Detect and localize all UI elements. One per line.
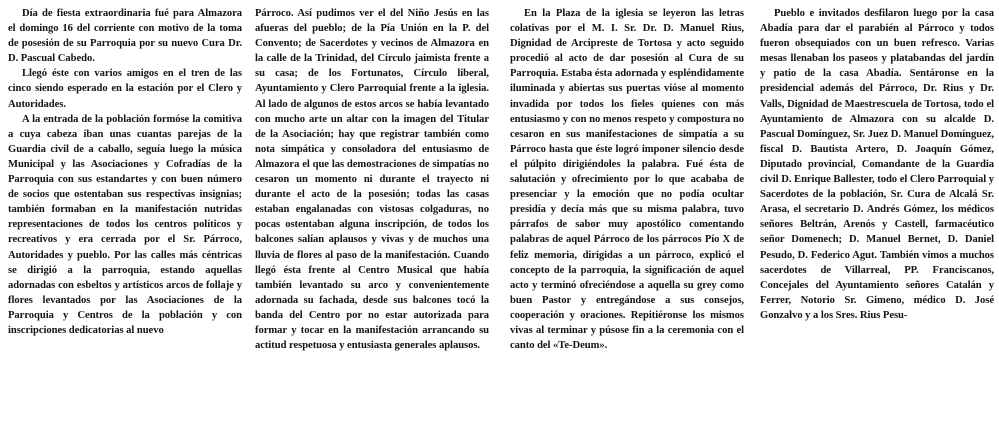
paragraph: En la Plaza de la iglesia se leyeron las letras colativas por el M. I. Sr. Dr. D. Manuel Rius, Dignidad de Arcipreste de Tortosa y acto seguido procedió al acto de dar posesión al Cura de su Parroquia. Estaba ésta adornada y espléndidamente iluminada y abiertas sus puertas vióse al momento invadida por todos los fieles quienes con más entusiasmo y con no menos respeto y compostura no cesaron en sus manifestaciones de simpatía a su Párroco hasta que éste logró imponer silencio desde el púlpito dirigiéndoles la palabra. Fué ésta de salutación y ofrecimiento por lo que acababa de presenciar y la emoción que no podía ocultar presidía y decía más que su misma palabra, tuvo párrafos de sabor muy apostólico comentando palabras de aquel Párroco de los párrocos Pío X de feliz memoria, dirigidas a un párroco, explicó el concepto de la parroquia, la significación de aquel acto y terminó ofreciéndose a aquella su grey como buen Pastor y entregándose a sus consejos, cooperación y oraciones. Repitiéronse los mismos vivas al terminar y púsose fin a la ceremonia con el canto del «Te-Deum». [510, 8, 744, 352]
paragraph: Párroco. Así pudimos ver el del Niño Jesús en las afueras del pueblo; de la Pía Unión en la P. del Convento; de Sacerdotes y vecinos de Almazora en la calle de la Trinidad, del Círculo jaimista frente a su casa; de los Fortunatos, Círculo liberal, Ayuntamiento y Clero Parroquial frente a la iglesia. Al lado de algunos de estos arcos se había levantado con mucho arte un altar con la imagen del Titular de la Asociación; hay que registrar también como nota simpática y consoladora del entusiasmo de Almazora el que las demostraciones de simpatías no cesaron un momento ni durante el trayecto ni durante el acto de la posesión; todas las casas estaban engalanadas con vistosas colgaduras, no pocas ostentaban alguna inscripción, de todos los balcones salían aplausos y vivas y de muchos una lluvia de flores al paso de la manifestación. Cuando llegó ésta frente al Centro Musical que había también levantado su arco y convenientemente adornada su fachada, desde sus balcones tocó la banda del Centro por no estar autorizada para formar y tocar en la manifestación arrancando su actitud respetuosa y entusiasta generales aplausos. [255, 8, 489, 352]
paragraph: Llegó éste con varios amigos en el tren de las cinco siendo esperado en la estación por el Clero y Autoridades. [8, 68, 242, 110]
text-column-4 [760, 6, 994, 323]
paragraph: Pueblo e invitados desfilaron luego por la casa Abadía para dar el parabién al Párroco y todos fueron obsequiados con un buen refresco. Varias mesas llenaban los paseos y platabandas del jardín y patio de la casa Abadía. Sentáronse en la presidencial además del Párroco, Dr. Rius y Dr. Valls, Dignidad de Maestrescuela de Tortosa, todo el Ayuntamiento de Almazora con su alcalde D. Pascual Domínguez, Sr. Juez D. Manuel Domínguez, fiscal D. Bautista Artero, D. Joaquín Gómez, Diputado provincial, Comandante de la Guardia civil D. Enrique Ballester, todo el Clero Parroquial y Sacerdotes de la población, Sr. Cura de Alcalá Sr. Arasa, el secretario D. Andrés Gómez, los médicos señores Beltrán, Arenós y Castell, farmacéutico señor Domenech; D. Manuel Bernet, D. Daniel Pesudo, D. Federico Agut. También vimos a muchos sacerdotes de Villarreal, PP. Franciscanos, Concejales del Ayuntamiento señores Catalán y Ferrer, Notorio Sr. Gimeno, médico D. José Gonzalvo y a los Sres. Rius Pesu- [760, 8, 994, 321]
text-column-1 [8, 6, 242, 338]
text-column-2 [255, 6, 489, 353]
paragraph: Día de fiesta extraordinaria fué para Almazora el domingo 16 del corriente con motivo de la toma de posesión de su Parroquia por su nuevo Cura Dr. D. Pascual Cabedo. [8, 8, 242, 65]
text-column-3 [510, 6, 744, 353]
paragraph: A la entrada de la población formóse la comitiva a cuya cabeza iban unas cuantas parejas de la Guardia civil de a caballo, seguía luego la música Municipal y las Asociaciones y Cofradías de la Parroquia con sus estandartes y con buen número de socios que ostentaban sus respectivas insignias; también formaban en la manifestación nutridas representaciones de todos los centros políticos y recreativos y era cerrada por el Sr. Párroco, Autoridades y pueblo. Por las calles más céntricas se dirigió a la parroquia, estando aquellas adornadas con esbeltos y artísticos arcos de follaje y flores levantados por las Asociaciones de la Parroquia y Centros de la población y con inscripciones dedicatorias al nuevo [8, 113, 242, 336]
